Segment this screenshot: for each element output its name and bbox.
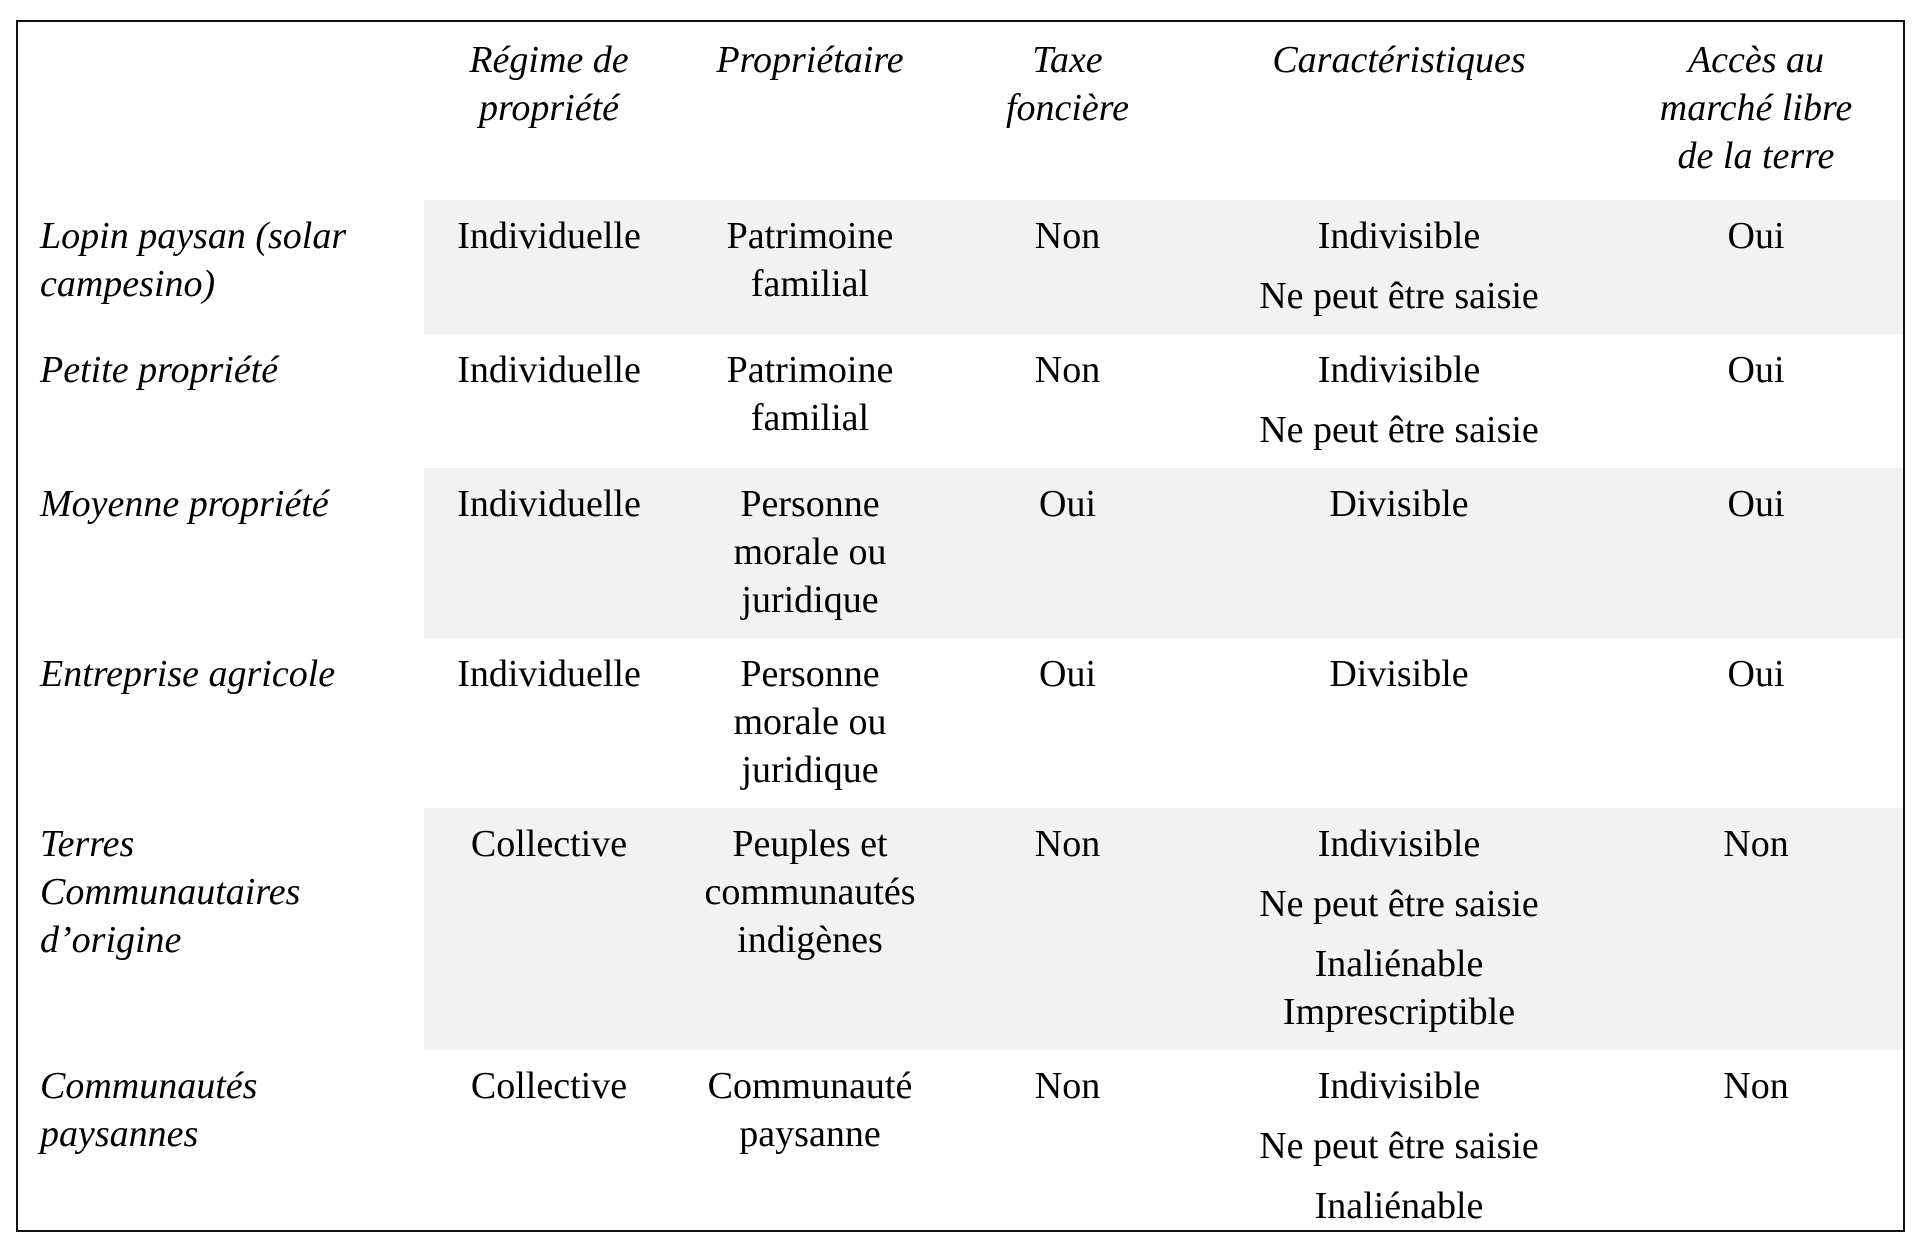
regime-cell: Individuelle xyxy=(457,653,641,695)
market-cell: Non xyxy=(1723,1065,1789,1107)
characteristics-cell xyxy=(1189,638,1609,808)
owner-cell: Communauté paysanne xyxy=(707,1065,913,1155)
characteristic-item: Inaliénable Imprescriptible xyxy=(1282,943,1516,1033)
characteristic-item: Indivisible xyxy=(1317,349,1481,391)
table-frame xyxy=(16,20,1905,1232)
regime-cell: Collective xyxy=(424,808,674,1050)
owner-cell: Patrimoine familial xyxy=(674,200,946,334)
table-row xyxy=(18,638,1903,808)
characteristic-item: Inaliénable xyxy=(1314,1185,1484,1227)
market-cell: Oui xyxy=(1609,200,1903,334)
row-label: Terres Communautaires d’origine xyxy=(40,823,301,961)
header-regime: Régime de propriété xyxy=(469,39,629,129)
header-tax: Taxe foncière xyxy=(1005,39,1130,129)
tax-cell: Non xyxy=(946,200,1189,334)
owner-cell: Personne morale ou juridique xyxy=(733,653,887,791)
table-row xyxy=(18,1050,1903,1240)
characteristics-cell xyxy=(1189,468,1609,638)
characteristic-item: Indivisible xyxy=(1317,1065,1481,1107)
row-label: Petite propriété xyxy=(40,349,279,391)
header-market: Accès au marché libre de la terre xyxy=(1659,39,1853,177)
table-row xyxy=(18,334,1903,468)
tax-cell: Non xyxy=(1034,349,1101,391)
characteristic-item: Ne peut être saisie xyxy=(1259,275,1539,317)
land-tenure-table xyxy=(18,22,1903,1240)
market-cell: Oui xyxy=(1727,653,1785,695)
row-label: Communautés paysannes xyxy=(40,1065,258,1155)
market-cell: Non xyxy=(1609,808,1903,1050)
characteristic-item: Divisible xyxy=(1329,483,1469,525)
header-characteristics: Caractéristiques xyxy=(1272,39,1526,81)
market-cell: Oui xyxy=(1609,468,1903,638)
characteristic-item: Ne peut être saisie xyxy=(1259,409,1539,451)
tax-cell: Non xyxy=(946,808,1189,1050)
row-label: Moyenne propriété xyxy=(40,483,329,525)
characteristic-item: Indivisible xyxy=(1317,215,1481,257)
regime-cell: Collective xyxy=(470,1065,628,1107)
characteristics-cell xyxy=(1189,1050,1609,1240)
table-row xyxy=(18,808,1903,1050)
characteristics-cell xyxy=(1189,200,1609,334)
characteristic-item: Ne peut être saisie xyxy=(1259,1125,1539,1167)
regime-cell: Individuelle xyxy=(424,468,674,638)
characteristics-cell xyxy=(1189,808,1609,1050)
table-row xyxy=(18,200,1903,334)
regime-cell: Individuelle xyxy=(457,349,641,391)
table-row xyxy=(18,468,1903,638)
row-label: Entreprise agricole xyxy=(40,653,336,695)
characteristic-item: Divisible xyxy=(1329,653,1469,695)
tax-cell: Oui xyxy=(1039,653,1096,695)
owner-cell: Personne morale ou juridique xyxy=(674,468,946,638)
owner-cell: Patrimoine familial xyxy=(726,349,894,439)
owner-cell: Peuples et communautés indigènes xyxy=(674,808,946,1050)
characteristics-cell xyxy=(1189,334,1609,468)
tax-cell: Oui xyxy=(946,468,1189,638)
regime-cell: Individuelle xyxy=(424,200,674,334)
characteristic-item: Indivisible xyxy=(1317,823,1481,865)
characteristic-item: Ne peut être saisie xyxy=(1259,883,1539,925)
header-owner: Propriétaire xyxy=(716,39,904,81)
market-cell: Oui xyxy=(1727,349,1785,391)
tax-cell: Non xyxy=(1034,1065,1101,1107)
header-empty xyxy=(18,22,424,200)
row-label: Lopin paysan (solar campesino) xyxy=(40,215,347,305)
header-row xyxy=(18,22,1903,200)
